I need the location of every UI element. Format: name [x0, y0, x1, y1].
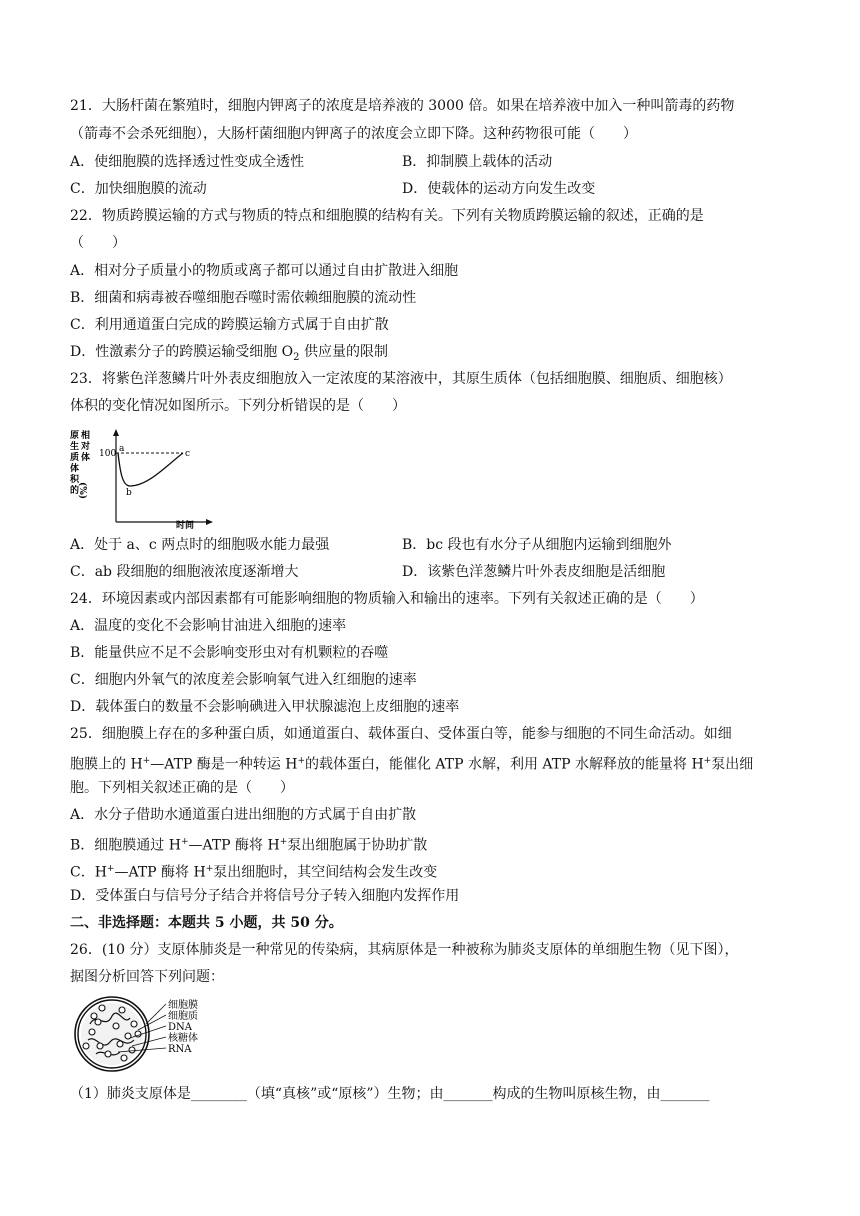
q23-y-axis-label: [70, 429, 90, 499]
ribosome: [117, 1041, 123, 1047]
q24-option-a: A．温度的变化不会影响甘油进入细胞的速率: [70, 618, 347, 634]
q25-option-b: B．细胞膜通过 H+—ATP 酶将 H+泵出细胞属于协助扩散: [70, 837, 428, 854]
ribosome: [131, 1021, 137, 1027]
callout-line: [146, 1004, 166, 1024]
y-label-char: 对: [81, 442, 91, 452]
q22-stem-line2: （ ）: [70, 235, 126, 251]
y-label-char: 生: [70, 442, 80, 452]
q26-stem-line1: 26．(10 分）支原体肺炎是一种常见的传染病，其病原体是一种被称为肺炎支原体的单细胞生物（见下图），: [70, 942, 739, 958]
callout-label: 细胞膜: [168, 1000, 198, 1011]
q21-option-c: C．加快细胞膜的流动: [70, 181, 207, 197]
q22-option-d: D．性激素分子的跨膜运输受细胞 $O_2$ 供应量的限制: [70, 344, 388, 363]
q26-subquestion-1: （1）肺炎支原体是________（填“真核”或“原核”）生物；由_______构成的生物叫原核生物，由_______: [70, 1086, 710, 1102]
y-axis-arrow: [113, 429, 119, 436]
y-label-char: 体: [70, 464, 80, 474]
ribosome: [119, 1007, 125, 1013]
q21-option-d: D．使载体的运动方向发生改变: [402, 181, 596, 197]
q23-volume-chart: [68, 428, 218, 530]
q23-option-b: B．bc 段也有水分子从细胞内运输到细胞外: [402, 537, 672, 553]
volume-curve: [118, 453, 183, 486]
ribosome: [97, 1043, 103, 1049]
q22-option-b: B．细菌和病毒被吞噬细胞吞噬时需依赖细胞膜的流动性: [70, 290, 417, 306]
q24-option-d: D．载体蛋白的数量不会影响碘进入甲状腺滤泡上皮细胞的速率: [70, 699, 460, 715]
ribosome: [99, 1005, 105, 1011]
q22-option-c: C．利用通道蛋白完成的跨膜运输方式属于自由扩散: [70, 317, 389, 333]
callout-label: 细胞质: [168, 1011, 198, 1022]
x-axis-label: 时间: [176, 521, 195, 530]
ribosome: [113, 1023, 119, 1029]
ribosome: [91, 1013, 97, 1019]
q23-stem-line1: 23．将紫色洋葱鳞片叶外表皮细胞放入一定浓度的某溶液中，其原生质体（包括细胞膜、细胞质、细胞核）: [70, 371, 732, 387]
x-axis-arrow: [206, 519, 213, 525]
section-2-heading: 二、非选择题：本题共 5 小题，共 50 分。: [70, 915, 343, 931]
point-b-label: b: [126, 488, 132, 498]
q25-option-d: D．受体蛋白与信号分子结合并将信号分子转入细胞内发挥作用: [70, 888, 460, 904]
y-label-char: 的: [70, 486, 80, 496]
q24-option-b: B．能量供应不足不会影响变形虫对有机颗粒的吞噬: [70, 645, 389, 661]
q25-stem-line3: 胞。下列相关叙述正确的是（ ）: [70, 780, 294, 796]
ribosome: [83, 1043, 89, 1049]
q25-stem-line1: 25．细胞膜上存在的多种蛋白质，如通道蛋白、载体蛋白、受体蛋白等，能参与细胞的不同生命活动。如细: [70, 726, 732, 742]
ribosome: [129, 1047, 135, 1053]
q24-stem: 24．环境因素或内部因素都有可能影响细胞的物质输入和输出的速率。下列有关叙述正确的是（ ）: [70, 591, 704, 607]
ribosome: [89, 1029, 95, 1035]
ribosome: [105, 1051, 111, 1057]
q25-option-a: A．水分子借助水通道蛋白进出细胞的方式属于自由扩散: [70, 807, 417, 823]
q22-stem-line1: 22．物质跨膜运输的方式与物质的特点和细胞膜的结构有关。下列有关物质跨膜运输的叙述，正确的是: [70, 208, 704, 224]
q23-stem-line2: 体积的变化情况如图所示。下列分析错误的是（ ）: [70, 398, 406, 414]
q25-stem-line2: 胞膜上的 H+—ATP 酶是一种转运 H+的载体蛋白，能催化 ATP 水解，利用 ATP 水解释放的能量将 H+泵出细: [70, 756, 754, 773]
q21-option-b: B．抑制膜上载体的活动: [402, 154, 553, 170]
q21-stem-line1: 21．大肠杆菌在繁殖时，细胞内钾离子的浓度是培养液的 3000 倍。如果在培养液中加入一种叫箭毒的药物: [70, 98, 735, 114]
q24-option-c: C．细胞内外氧气的浓度差会影响氧气进入红细胞的速率: [70, 672, 417, 688]
y-label-char: 体: [81, 453, 91, 463]
callout-label: RNA: [168, 1044, 192, 1055]
y-label-unit: (%): [77, 482, 87, 500]
ribosome: [95, 1019, 101, 1025]
mycoplasma-diagram: [72, 994, 222, 1074]
q21-option-a: A．使细胞膜的选择透过性变成全透性: [70, 154, 305, 170]
y-label-char: 积: [70, 475, 80, 485]
y-label-char: 原: [70, 431, 80, 441]
y-tick-100: 100: [99, 449, 117, 459]
q25-option-c: C．H+—ATP 酶将 H+泵出细胞时，其空间结构会发生改变: [70, 864, 438, 881]
y-label-char: 质: [70, 453, 80, 463]
callout-label: 核糖体: [168, 1033, 198, 1044]
y-label-char: 相: [81, 431, 91, 441]
q21-stem-line2: （箭毒不会杀死细胞），大肠杆菌细胞内钾离子的浓度会立即下降。这种药物很可能（ ）: [70, 126, 637, 142]
callout-label: DNA: [168, 1022, 192, 1033]
q23-option-a: A．处于 a、c 两点时的细胞吸水能力最强: [70, 537, 330, 553]
q23-option-d: D．该紫色洋葱鳞片叶外表皮细胞是活细胞: [402, 564, 666, 580]
q23-option-c: C．ab 段细胞的细胞液浓度逐渐增大: [70, 564, 299, 580]
point-a-label: a: [119, 444, 125, 454]
ribosome: [121, 1055, 127, 1061]
point-c-label: c: [185, 449, 191, 459]
q22-option-a: A．相对分子质量小的物质或离子都可以通过自由扩散进入细胞: [70, 263, 459, 279]
q26-stem-line2: 据图分析回答下列问题：: [70, 969, 224, 985]
